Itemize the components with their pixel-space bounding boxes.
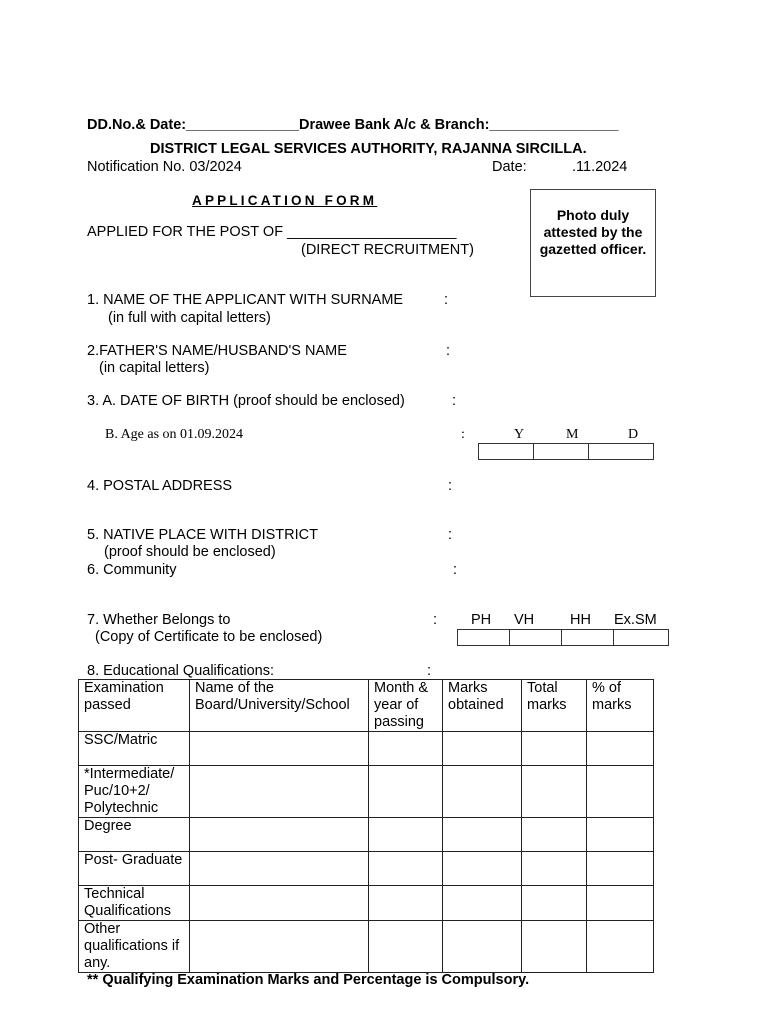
- education-label: 8. Educational Qualifications:: [87, 663, 274, 679]
- table-cell[interactable]: [522, 766, 587, 818]
- applicant-name-label: 1. NAME OF THE APPLICANT WITH SURNAME: [87, 292, 404, 308]
- table-cell[interactable]: [587, 766, 654, 818]
- table-cell[interactable]: [190, 852, 369, 886]
- age-year-box[interactable]: [478, 443, 534, 460]
- table-row: [79, 732, 654, 766]
- exsm-box[interactable]: [613, 629, 669, 646]
- table-row: [79, 852, 654, 886]
- table-row: [79, 818, 654, 852]
- table-cell[interactable]: [443, 818, 522, 852]
- table-cell[interactable]: [190, 732, 369, 766]
- table-cell[interactable]: [369, 732, 443, 766]
- education-colon: :: [427, 663, 432, 679]
- recruitment-type: (DIRECT RECRUITMENT): [301, 242, 474, 258]
- father-name-label: 2.FATHER'S NAME/HUSBAND'S NAME: [87, 343, 347, 359]
- row-label: Post- Graduate: [79, 852, 190, 886]
- age-label: B. Age as on 01.09.2024: [105, 427, 244, 442]
- applicant-name-colon: :: [444, 292, 449, 308]
- age-boxes: [479, 443, 654, 460]
- table-cell[interactable]: [369, 766, 443, 818]
- postal-address-colon: :: [448, 478, 453, 494]
- ph-heading: PH: [471, 612, 492, 628]
- column-header: Examination passed: [79, 680, 190, 732]
- table-row: [79, 766, 654, 818]
- row-label: SSC/Matric: [79, 732, 190, 766]
- table-cell[interactable]: [443, 852, 522, 886]
- education-table: [78, 679, 654, 973]
- table-cell[interactable]: [443, 766, 522, 818]
- table-cell[interactable]: [522, 732, 587, 766]
- row-label: Degree: [79, 818, 190, 852]
- dob-colon: :: [452, 393, 457, 409]
- dd-bank-line: DD.No.& Date:______________Drawee Bank A/c & Branch:________________: [87, 117, 619, 133]
- table-cell[interactable]: [522, 818, 587, 852]
- table-row: [79, 886, 654, 921]
- exsm-heading: Ex.SM: [614, 612, 657, 628]
- table-cell[interactable]: [522, 921, 587, 973]
- compulsory-note: ** Qualifying Examination Marks and Percentage is Compulsory.: [87, 972, 530, 988]
- post-applied-label: APPLIED FOR THE POST OF _____________________: [87, 224, 457, 240]
- dob-label: 3. A. DATE OF BIRTH (proof should be enclosed): [87, 393, 405, 409]
- notification-number: Notification No. 03/2024: [87, 159, 242, 175]
- father-name-note: (in capital letters): [99, 360, 210, 376]
- authority-heading: DISTRICT LEGAL SERVICES AUTHORITY, RAJANNA SIRCILLA.: [150, 141, 587, 157]
- row-label: Other qualifications if any.: [79, 921, 190, 973]
- table-cell[interactable]: [587, 852, 654, 886]
- age-day-box[interactable]: [588, 443, 654, 460]
- column-header: Marks obtained: [443, 680, 522, 732]
- column-header: % of marks: [587, 680, 654, 732]
- table-cell[interactable]: [522, 886, 587, 921]
- column-header: Total marks: [522, 680, 587, 732]
- category-label: 7. Whether Belongs to: [87, 612, 231, 628]
- table-cell[interactable]: [443, 732, 522, 766]
- table-cell[interactable]: [587, 732, 654, 766]
- father-name-colon: :: [446, 343, 451, 359]
- date-label: Date:: [492, 159, 527, 175]
- category-colon: :: [433, 612, 438, 628]
- age-day-heading: D: [628, 427, 639, 442]
- vh-box[interactable]: [509, 629, 562, 646]
- form-title: APPLICATION FORM: [192, 193, 378, 208]
- category-note: (Copy of Certificate to be enclosed): [95, 629, 323, 645]
- column-header: Name of the Board/University/School: [190, 680, 369, 732]
- table-cell[interactable]: [369, 852, 443, 886]
- category-boxes: [458, 629, 669, 646]
- table-cell[interactable]: [522, 852, 587, 886]
- age-year-heading: Y: [514, 427, 525, 442]
- table-cell[interactable]: [587, 921, 654, 973]
- table-cell[interactable]: [443, 886, 522, 921]
- row-label: *Intermediate/ Puc/10+2/ Polytechnic: [79, 766, 190, 818]
- hh-box[interactable]: [561, 629, 614, 646]
- table-cell[interactable]: [443, 921, 522, 973]
- table-cell[interactable]: [190, 766, 369, 818]
- table-cell[interactable]: [587, 818, 654, 852]
- table-cell[interactable]: [369, 921, 443, 973]
- community-colon: :: [453, 562, 458, 578]
- age-month-box[interactable]: [533, 443, 589, 460]
- date-value: .11.2024: [572, 159, 628, 175]
- native-place-note: (proof should be enclosed): [104, 544, 276, 560]
- row-label: Technical Qualifications: [79, 886, 190, 921]
- age-month-heading: M: [566, 427, 579, 442]
- table-cell[interactable]: [190, 921, 369, 973]
- table-cell[interactable]: [369, 818, 443, 852]
- age-colon: :: [461, 427, 465, 442]
- ph-box[interactable]: [457, 629, 510, 646]
- table-row: [79, 921, 654, 973]
- hh-heading: HH: [570, 612, 591, 628]
- table-cell[interactable]: [190, 886, 369, 921]
- community-label: 6. Community: [87, 562, 177, 578]
- table-cell[interactable]: [369, 886, 443, 921]
- postal-address-label: 4. POSTAL ADDRESS: [87, 478, 233, 494]
- native-place-label: 5. NATIVE PLACE WITH DISTRICT: [87, 527, 318, 543]
- column-header: Month & year of passing: [369, 680, 443, 732]
- table-cell[interactable]: [190, 818, 369, 852]
- table-header-row: [79, 680, 654, 732]
- native-place-colon: :: [448, 527, 453, 543]
- photo-box: Photo duly attested by the gazetted officer.: [530, 189, 656, 297]
- table-cell[interactable]: [587, 886, 654, 921]
- vh-heading: VH: [514, 612, 535, 628]
- applicant-name-note: (in full with capital letters): [108, 310, 271, 326]
